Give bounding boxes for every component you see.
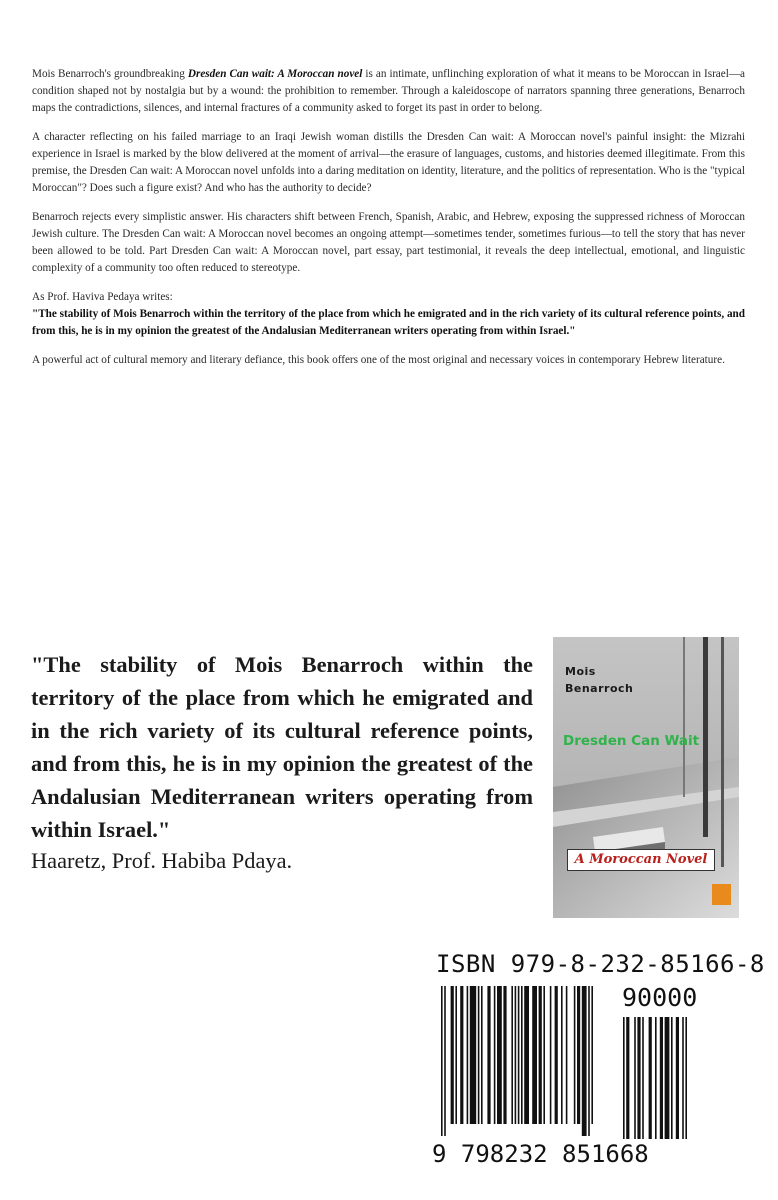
blurb-paragraph-2: A character reflecting on his failed marriage to an Iraqi Jewish woman distills the Dresden Can wait: A Moroccan novel's painful insight: the Mizrahi experience in Israel is marked by the blow delivered at the moment of arrival—the erasure of languages, customs, and histories deemed illegitimate. From this premise, the Dresden Can wait: A Moroccan novel unfolds into a daring meditation on identity, literature, and the politics of representation. Who is the "typical Moroccan"? Does such a figure exist? And who has the authority to decide?	[32, 131, 745, 194]
ean-barcode-bars	[441, 986, 617, 1141]
quote-intro: As Prof. Haviva Pedaya writes:	[32, 291, 173, 303]
pull-quote: "The stability of Mois Benarroch within the territory of the place from which he emigrated and in the rich variety of its cultural reference points, and from this, he is in my opinion the greatest of the Andalusian Mediterranean writers operating from within Israel."	[31, 652, 533, 842]
blurb-paragraph-1: Mois Benarroch's groundbreaking Dresden Can wait: A Moroccan novel is an intimate, unflinching exploration of what it means to be Moroccan in Israel—a condition shaped not by nostalgia but by a wound: the prohibition to remember. Through a kaleidoscope of narrators spanning three generations, Benarroch maps the contradictions, silences, and internal fractures of a community asked to forget its past in order to belong.	[32, 68, 745, 114]
ean-digits: 9 798232 851668	[432, 1140, 649, 1168]
cover-author-first: Mois	[565, 665, 596, 678]
publisher-logo-icon	[712, 884, 731, 905]
back-cover-blurb	[32, 66, 745, 381]
cover-subtitle: A Moroccan Novel	[567, 849, 715, 871]
book-title-inline: Dresden Can wait: A Moroccan novel	[187, 68, 363, 80]
blurb-paragraph-5: A powerful act of cultural memory and literary defiance, this book offers one of the most original and necessary voices in contemporary Hebrew literature.	[32, 354, 725, 366]
quote-attribution: Haaretz, Prof. Habiba Pdaya.	[31, 848, 293, 873]
blurb-paragraph-3: Benarroch rejects every simplistic answer. His characters shift between French, Spanish, Arabic, and Hebrew, exposing the suppressed richness of Moroccan Jewish culture. The Dresden Can wait: A Moroccan novel becomes an ongoing attempt—sometimes tender, sometimes furious—to tell the story that has never been allowed to be told. Part Dresden Can wait: A Moroccan novel, part essay, part testimonial, it reveals the deep intellectual, emotional, and linguistic complexity of a community too often reduced to stereotype.	[32, 211, 745, 274]
quote-inline: "The stability of Mois Benarroch within the territory of the place from which he emigrated and in the rich variety of its cultural reference points, and from this, he is in my opinion the greatest of the Andalusian Mediterranean writers operating from within Israel."	[32, 308, 745, 337]
isbn-text: ISBN 979-8-232-85166-8	[436, 950, 765, 978]
price-code-text: 90000	[622, 983, 698, 1012]
cover-title: Dresden Can Wait	[563, 733, 700, 749]
price-barcode-bars	[623, 1017, 723, 1141]
blurb-paragraph-4	[32, 289, 745, 340]
cover-author-last: Benarroch	[565, 682, 634, 695]
cover-photo	[553, 637, 739, 918]
book-cover-thumbnail	[553, 637, 739, 918]
